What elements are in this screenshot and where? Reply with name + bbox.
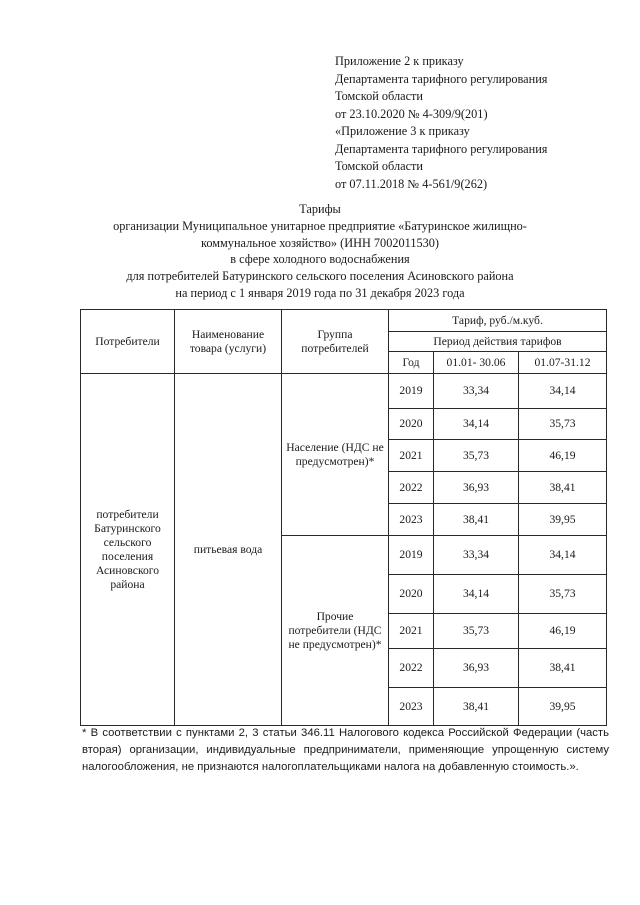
header-line: Приложение 2 к приказу [335, 54, 464, 68]
document-title [30, 201, 610, 302]
year-cell: 2019 [389, 536, 434, 575]
footnote: * В соответствии с пунктами 2, 3 статьи 346.11 Налогового кодекса Российской Федерации (часть вторая) организации, индивидуальные предприниматели, применяющие упрощенную систему налогообложения, не признаются налогоплательщиками налога на добавленную стоимость.». [82, 727, 609, 773]
header-line: Департамента тарифного регулирования [335, 141, 548, 156]
tariff-half1-cell: 33,34 [434, 374, 519, 409]
product-cell: питьевая вода [175, 374, 282, 726]
header-line: от 07.11.2018 № 4-561/9(262) [335, 176, 488, 191]
group-cell: Население (НДС не предусмотрен)* [282, 374, 389, 536]
tariff-half2-cell: 35,73 [519, 575, 607, 614]
tariff-half1-cell: 38,41 [434, 504, 519, 536]
tariff-half2-cell: 35,73 [519, 409, 607, 440]
consumer-cell: потребители Батуринского сельского поселения Асиновского района [81, 374, 175, 726]
header-consumers: Потребители [81, 310, 175, 374]
year-cell: 2020 [389, 409, 434, 440]
tariff-half2-cell: 39,95 [519, 504, 607, 536]
title-line: Тарифы [299, 202, 341, 216]
document-header [335, 53, 547, 193]
tariff-half1-cell: 34,14 [434, 409, 519, 440]
table-row [81, 374, 607, 409]
tariff-half1-cell: 36,93 [434, 649, 519, 688]
tariff-half1-cell: 38,41 [434, 688, 519, 726]
title-line: в сфере холодного водоснабжения [230, 252, 410, 267]
header-line: «Приложение 3 к приказу [335, 124, 470, 138]
header-tariff: Тариф, руб./м.куб. [389, 310, 607, 332]
tariff-half2-cell: 46,19 [519, 614, 607, 649]
title-line: коммунальное хозяйство» (ИНН 7002011530) [200, 235, 440, 250]
year-cell: 2021 [389, 614, 434, 649]
tariff-half1-cell: 33,34 [434, 536, 519, 575]
year-cell: 2023 [389, 504, 434, 536]
header-line: Томской области [335, 89, 423, 103]
header-half2: 01.07-31.12 [519, 352, 607, 374]
year-cell: 2021 [389, 440, 434, 472]
tariff-half2-cell: 46,19 [519, 440, 607, 472]
header-group: Группа потребителей [282, 310, 389, 374]
header-line: Томской области [335, 159, 423, 173]
group-cell: Прочие потребители (НДС не предусмотрен)* [282, 536, 389, 726]
header-line: Департамента тарифного регулирования [335, 71, 548, 86]
year-cell: 2022 [389, 649, 434, 688]
tariff-table [80, 309, 607, 726]
tariff-half2-cell: 34,14 [519, 374, 607, 409]
tariff-half1-cell: 36,93 [434, 472, 519, 504]
tariff-half2-cell: 38,41 [519, 472, 607, 504]
tariff-half2-cell: 39,95 [519, 688, 607, 726]
header-period: Период действия тарифов [389, 332, 607, 352]
tariff-half1-cell: 35,73 [434, 614, 519, 649]
year-cell: 2019 [389, 374, 434, 409]
year-cell: 2020 [389, 575, 434, 614]
header-year: Год [389, 352, 434, 374]
tariff-half2-cell: 38,41 [519, 649, 607, 688]
title-line: на период с 1 января 2019 года по 31 декабря 2023 года [175, 285, 465, 300]
tariff-half1-cell: 34,14 [434, 575, 519, 614]
header-product: Наименование товара (услуги) [175, 310, 282, 374]
header-line: от 23.10.2020 № 4-309/9(201) [335, 106, 488, 121]
tariff-half2-cell: 34,14 [519, 536, 607, 575]
tariff-half1-cell: 35,73 [434, 440, 519, 472]
title-line: для потребителей Батуринского сельского поселения Асиновского района [126, 269, 514, 284]
title-line: организации Муниципальное унитарное предприятие «Батуринское жилищно- [113, 218, 527, 233]
header-half1: 01.01- 30.06 [434, 352, 519, 374]
year-cell: 2023 [389, 688, 434, 726]
year-cell: 2022 [389, 472, 434, 504]
